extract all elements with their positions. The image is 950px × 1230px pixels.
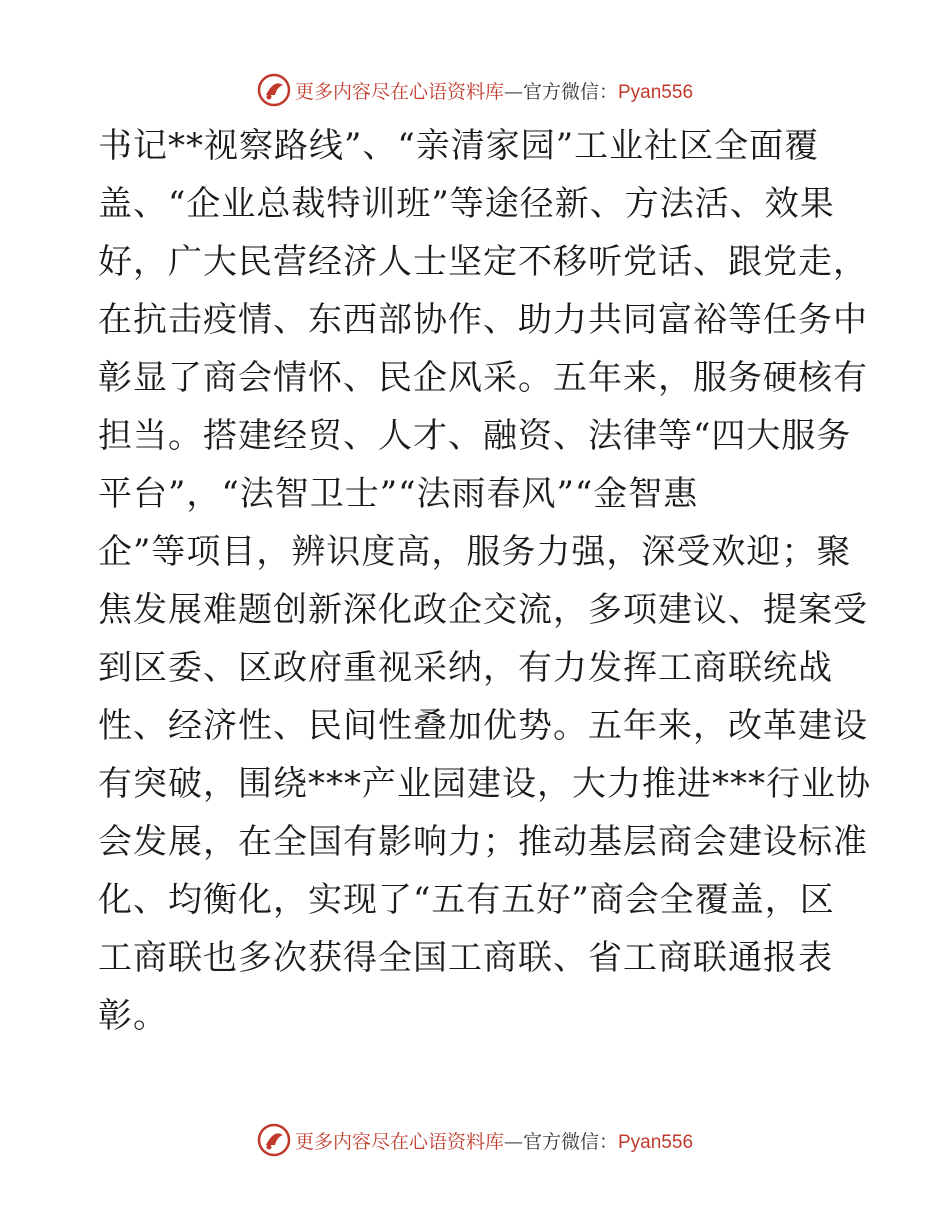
- paragraph-line: 工商联也多次获得全国工商联、省工商联通报表: [98, 938, 833, 978]
- watermark-text: [295, 77, 693, 104]
- brand-logo-icon: [257, 1123, 291, 1157]
- paragraph-line: 在抗击疫情、东西部协作、助力共同富裕等任务中: [98, 300, 868, 340]
- watermark-wechat-label: 官方微信：: [522, 80, 618, 103]
- document-paragraph: [98, 117, 871, 1045]
- watermark-dash: —: [503, 1130, 523, 1153]
- paragraph-line: 平台”，“法智卫士”“法雨春风”“金智惠: [98, 474, 699, 514]
- paragraph-line: 化、均衡化，实现了“五有五好”商会全覆盖，区: [98, 880, 835, 920]
- watermark-wechat-label: 官方微信：: [522, 1130, 618, 1153]
- paragraph-line: 盖、“企业总裁特训班”等途径新、方法活、效果: [98, 184, 835, 224]
- watermark-text: [295, 1127, 693, 1154]
- watermark-dash: —: [503, 80, 523, 103]
- paragraph-line: 企”等项目，辨识度高，服务力强，深受欢迎；聚: [98, 532, 852, 572]
- paragraph-line: 担当。搭建经贸、人才、融资、法律等“四大服务: [98, 416, 852, 456]
- watermark-wechat-id: Pyan556: [618, 1131, 694, 1153]
- watermark-wechat-id: Pyan556: [618, 81, 694, 103]
- watermark-brand: 更多内容尽在心语资料库: [294, 80, 504, 103]
- paragraph-line: 彰显了商会情怀、民企风采。五年来，服务硬核有: [98, 358, 868, 398]
- paragraph-line: 有突破，围绕***产业园建设，大力推进***行业协: [98, 764, 871, 804]
- paragraph-line: 到区委、区政府重视采纳，有力发挥工商联统战: [98, 648, 833, 688]
- paragraph-line: 性、经济性、民间性叠加优势。五年来，改革建设: [98, 706, 868, 746]
- footer-watermark: [0, 1120, 950, 1160]
- paragraph-line: 好，广大民营经济人士坚定不移听党话、跟党走，: [98, 242, 868, 282]
- brand-logo-icon: [257, 73, 291, 107]
- paragraph-line: 彰。: [98, 996, 168, 1036]
- watermark-brand: 更多内容尽在心语资料库: [294, 1130, 504, 1153]
- paragraph-line: 会发展，在全国有影响力；推动基层商会建设标准: [98, 822, 868, 862]
- paragraph-line: 焦发展难题创新深化政企交流，多项建议、提案受: [98, 590, 868, 630]
- header-watermark: [0, 70, 950, 110]
- paragraph-line: 书记**视察路线”、“亲清家园”工业社区全面覆: [98, 126, 820, 166]
